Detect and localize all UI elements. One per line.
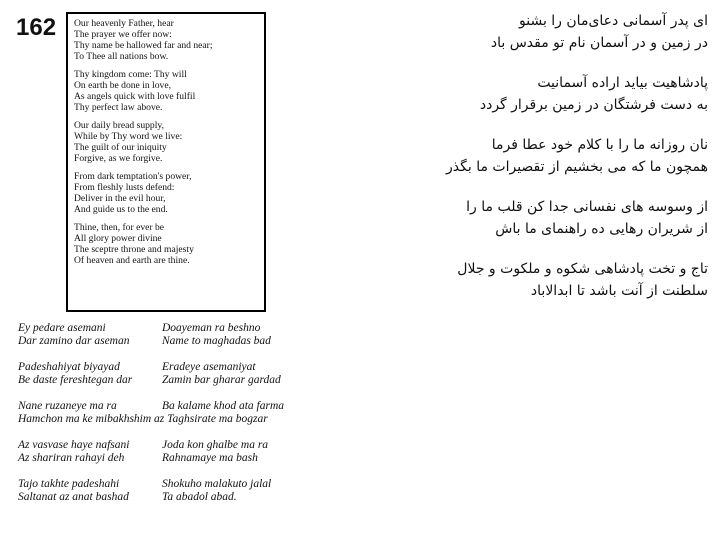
english-stanza — [74, 69, 258, 113]
verse-line: The guilt of our iniquity — [74, 142, 167, 153]
verse-line: As angels quick with love fulfil — [74, 91, 196, 102]
persian-stanza — [348, 258, 708, 302]
transliteration-stanza — [18, 439, 348, 465]
verse-line: Forgive, as we forgive. — [74, 153, 163, 164]
verse-line: To Thee all nations bow. — [74, 51, 169, 62]
verse-line: Of heaven and earth are thine. — [74, 255, 190, 266]
transliteration-line: Saltanat az anat bashad Ta abadol abad. — [18, 491, 237, 503]
transliteration-line: Hamchon ma ke mibakhshim az Taghsirate ma bogzar — [18, 413, 268, 425]
transliteration-block — [18, 322, 348, 517]
english-stanza — [74, 171, 258, 215]
transliteration-line: Tajo takhte padeshahi Shokuho malakuto jalal — [18, 478, 272, 490]
transliteration-line: Nane ruzaneye ma ra Ba kalame khod ata farma — [18, 400, 285, 412]
verse-line: Thy kingdom come: Thy will — [74, 69, 187, 80]
verse-line: All glory power divine — [74, 233, 162, 244]
persian-line: در زمین و در آسمان نام تو مقدس باد — [490, 35, 708, 51]
verse-line: The prayer we offer now: — [74, 29, 172, 40]
persian-line: نان روزانه ما را با کلام خود عطا فرما — [491, 137, 708, 153]
verse-line: Thine, then, for ever be — [74, 222, 165, 233]
verse-line: On earth be done in love, — [74, 80, 171, 91]
persian-line: ای پدر آسمانی دعای‌مان را بشنو — [519, 13, 708, 29]
verse-line: From fleshly lusts defend: — [74, 182, 175, 193]
transliteration-line: Az vasvase haye nafsani Joda kon ghalbe ma ra — [18, 439, 269, 451]
english-stanza — [74, 120, 258, 164]
english-stanza — [74, 18, 258, 62]
verse-line: Deliver in the evil hour, — [74, 193, 166, 204]
verse-line: Our heavenly Father, hear — [74, 18, 174, 29]
page-number: 162 — [16, 14, 57, 41]
verse-line: The sceptre throne and majesty — [74, 244, 194, 255]
english-hymn-box — [66, 12, 266, 312]
persian-line: از وسوسه های نفسانی جدا کن قلب ما را — [466, 199, 708, 215]
transliteration-stanza — [18, 361, 348, 387]
english-stanza — [74, 222, 258, 266]
verse-line: While by Thy word we live: — [74, 131, 183, 142]
persian-text-block — [348, 10, 708, 320]
transliteration-line: Dar zamino dar aseman Name to maghadas bad — [18, 335, 271, 347]
persian-line: تاج و تخت پادشاهی شکوه و ملکوت و جلال — [457, 261, 708, 277]
transliteration-stanza — [18, 400, 348, 426]
verse-line: Thy name be hallowed far and near; — [74, 40, 213, 51]
verse-line: Thy perfect law above. — [74, 102, 163, 113]
persian-stanza — [348, 72, 708, 116]
verse-line: Our daily bread supply, — [74, 120, 164, 131]
transliteration-line: Ey pedare asemani Doayeman ra beshno — [18, 322, 261, 334]
transliteration-line: Padeshahiyat biyayad Eradeye asemaniyat — [18, 361, 256, 373]
verse-line: From dark temptation's power, — [74, 171, 192, 182]
persian-stanza — [348, 196, 708, 240]
transliteration-line: Be daste fereshtegan dar Zamin bar gharar gardad — [18, 374, 281, 386]
persian-line: از شریران رهایی ده راهنمای ما باش — [495, 221, 708, 237]
transliteration-line: Az shariran rahayi deh Rahnamaye ma bash — [18, 452, 258, 464]
transliteration-stanza — [18, 322, 348, 348]
transliteration-stanza — [18, 478, 348, 504]
persian-line: همچون ما که می بخشیم از تقصیرات ما بگذر — [446, 159, 708, 175]
persian-line: سلطنت از آنت باشد تا ابدالاباد — [530, 283, 708, 299]
persian-stanza — [348, 134, 708, 178]
persian-stanza — [348, 10, 708, 54]
persian-line: به دست فرشتگان در زمین برقرار گردد — [479, 97, 708, 113]
persian-line: پادشاهیت بیاید اراده آسمانیت — [537, 75, 708, 91]
verse-line: And guide us to the end. — [74, 204, 168, 215]
